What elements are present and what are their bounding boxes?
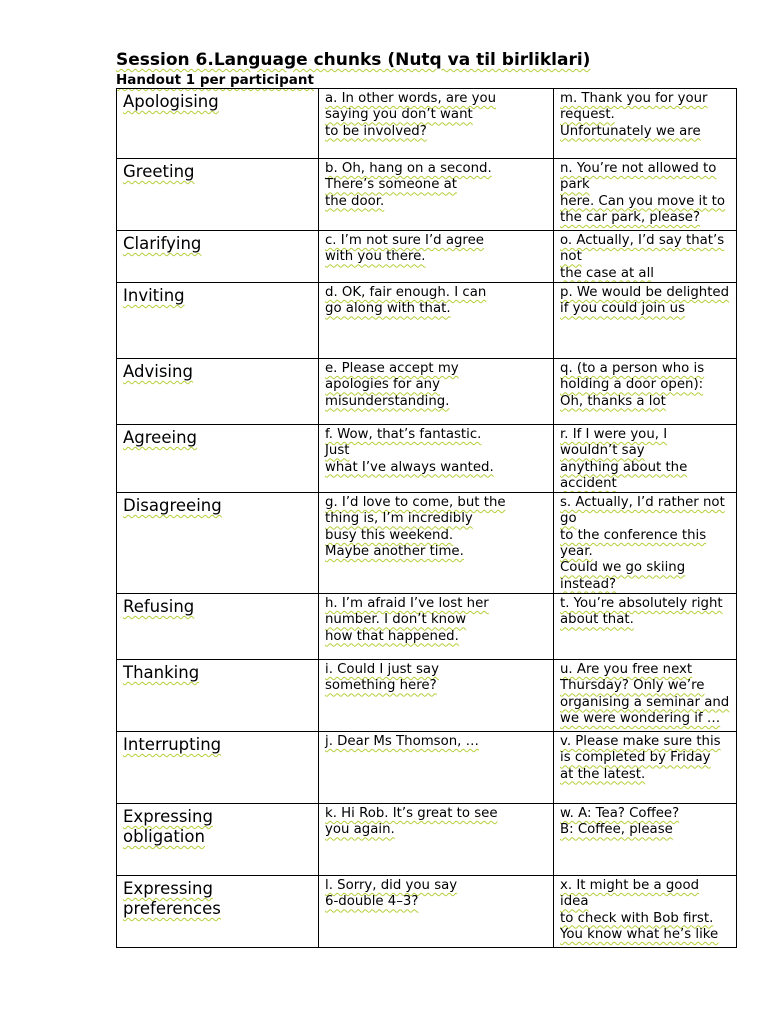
phrase-cell-right (554, 593, 737, 659)
phrase-cell-right-text: r. If I were you, I wouldn’t say anything about the accident (560, 427, 688, 491)
phrase-cell-left (319, 493, 554, 594)
phrase-cell-left-text: d. OK, fair enough. I can go along with that. (325, 285, 487, 317)
function-cell-text: Apologising (123, 92, 219, 111)
function-cell (117, 359, 319, 425)
table-row (117, 731, 737, 803)
phrase-cell-left-text: e. Please accept my apologies for any misunderstanding. (325, 361, 459, 409)
phrase-cell-right-text: u. Are you free next Thursday? Only we’re organising a seminar and we were wondering if … (560, 661, 730, 726)
phrase-cell-right-text: p. We would be delighted if you could join us (560, 285, 730, 317)
table-row (117, 493, 737, 594)
function-cell (117, 593, 319, 659)
phrase-cell-left (319, 425, 554, 493)
phrase-cell-left-text: c. I’m not sure I’d agree with you there. (325, 233, 484, 265)
table-row (117, 359, 737, 425)
table-row (117, 283, 737, 359)
function-cell (117, 659, 319, 731)
function-cell-text: Inviting (123, 286, 185, 305)
phrase-cell-right (554, 803, 737, 875)
phrase-cell-right (554, 159, 737, 231)
function-cell (117, 231, 319, 283)
phrase-cell-right-text: w. A: Tea? Coffee? B: Coffee, please (560, 805, 680, 838)
table-row (117, 875, 737, 947)
phrase-cell-left-text: a. In other words, are you saying you don’t want to be involved? (325, 91, 497, 139)
phrase-cell-right (554, 89, 737, 159)
phrase-cell-left (319, 359, 554, 425)
phrase-cell-left-text: j. Dear Ms Thomson, … (325, 733, 479, 749)
phrase-cell-right (554, 731, 737, 803)
function-cell-text: Expressing preferences (123, 878, 221, 918)
function-cell (117, 283, 319, 359)
phrase-cell-right (554, 493, 737, 594)
phrase-cell-right-text: o. Actually, I’d say that’s not the case at all (560, 233, 725, 281)
phrase-cell-right-text: t. You’re absolutely right about that. (560, 595, 723, 628)
function-cell (117, 493, 319, 594)
phrase-cell-left (319, 593, 554, 659)
function-cell (117, 803, 319, 875)
phrase-cell-left (319, 731, 554, 803)
phrase-cell-right-text: s. Actually, I’d rather not go to the conference this year. Could we go skiing instead? (560, 495, 725, 592)
phrase-cell-left (319, 283, 554, 359)
function-cell-text: Advising (123, 362, 193, 381)
table-row (117, 425, 737, 493)
phrase-cell-left (319, 659, 554, 731)
table-body (117, 89, 737, 948)
phrase-cell-right (554, 231, 737, 283)
phrase-cell-left (319, 803, 554, 875)
table-row (117, 593, 737, 659)
language-chunks-table (116, 88, 737, 948)
function-cell-text: Agreeing (123, 428, 198, 447)
phrase-cell-right (554, 875, 737, 947)
page-title: Session 6.Language chunks (Nutq va til birliklari) (116, 50, 591, 70)
phrase-cell-right (554, 359, 737, 425)
table-row (117, 659, 737, 731)
table-row (117, 231, 737, 283)
phrase-cell-right-text: q. (to a person who is holding a door open): Oh, thanks a lot (560, 361, 705, 409)
phrase-cell-right-text: v. Please make sure this is completed by Friday at the latest. (560, 733, 721, 782)
function-cell-text: Disagreeing (123, 496, 222, 516)
function-cell (117, 89, 319, 159)
phrase-cell-left-text: l. Sorry, did you say 6-double 4–3? (325, 877, 458, 910)
phrase-cell-right (554, 659, 737, 731)
handout-subtitle: Handout 1 per participant (116, 72, 314, 88)
function-cell (117, 875, 319, 947)
table-row (117, 803, 737, 875)
phrase-cell-left-text: k. Hi Rob. It’s great to see you again. (325, 805, 498, 838)
function-cell-text: Interrupting (123, 734, 222, 754)
function-cell-text: Greeting (123, 162, 195, 181)
function-cell (117, 159, 319, 231)
phrase-cell-right-text: m. Thank you for your request. Unfortunately we are (560, 91, 708, 139)
function-cell (117, 731, 319, 803)
phrase-cell-right (554, 425, 737, 493)
phrase-cell-left (319, 875, 554, 947)
phrase-cell-left-text: h. I’m afraid I’ve lost her number. I don’t know how that happened. (325, 595, 489, 644)
function-cell-text: Expressing obligation (123, 806, 213, 846)
phrase-cell-left (319, 89, 554, 159)
phrase-cell-left (319, 159, 554, 231)
function-cell-text: Thanking (123, 662, 200, 682)
function-cell-text: Refusing (123, 596, 195, 616)
phrase-cell-left (319, 231, 554, 283)
phrase-cell-right (554, 283, 737, 359)
function-cell (117, 425, 319, 493)
phrase-cell-left-text: f. Wow, that’s fantastic. Just what I’ve always wanted. (325, 427, 494, 475)
phrase-cell-right-text: n. You’re not allowed to park here. Can you move it to the car park, please? (560, 161, 726, 225)
phrase-cell-left-text: g. I’d love to come, but the thing is, I’m incredibly busy this weekend. Maybe another time. (325, 495, 506, 560)
table-row (117, 159, 737, 231)
table-row (117, 89, 737, 159)
phrase-cell-left-text: i. Could I just say something here? (325, 661, 439, 694)
phrase-cell-left-text: b. Oh, hang on a second. There’s someone at the door. (325, 161, 492, 209)
function-cell-text: Clarifying (123, 234, 202, 253)
phrase-cell-right-text: x. It might be a good idea to check with Bob first. You know what he’s like (560, 877, 719, 942)
